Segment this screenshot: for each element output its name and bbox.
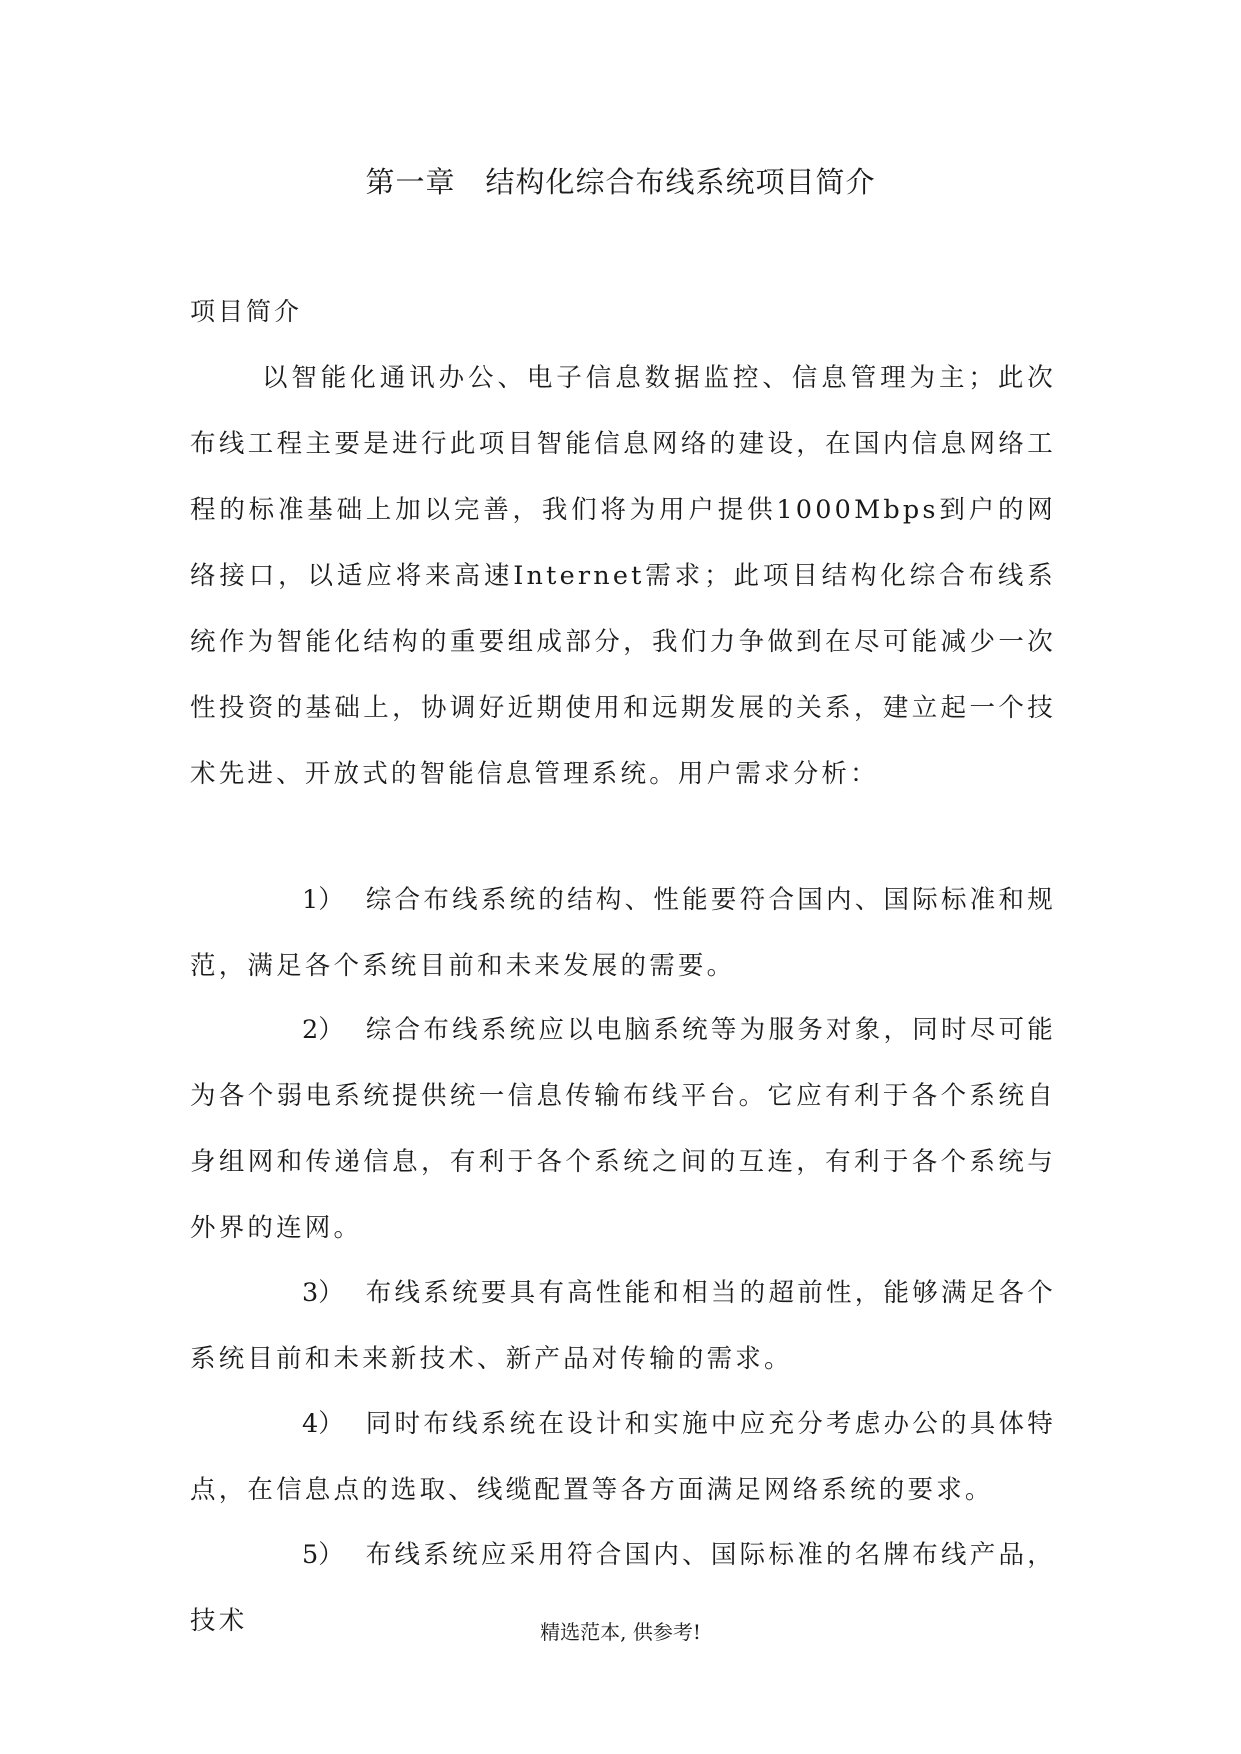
- requirement-number: 2）: [302, 1015, 344, 1045]
- requirement-number: 1）: [302, 885, 344, 915]
- page-footer: 精选范本, 供参考!: [540, 1620, 701, 1644]
- requirement-text: 布线系统应采用符合国内、国际标准的名牌布线产品，技术: [190, 1540, 1056, 1636]
- requirement-item-2: [190, 997, 1056, 1261]
- requirement-text: 同时布线系统在设计和实施中应充分考虑办公的具体特点，在信息点的选取、线缆配置等各方面满足网络系统的要求。: [190, 1409, 1056, 1505]
- requirement-item-3: [190, 1260, 1056, 1392]
- requirement-item-4: [190, 1391, 1056, 1523]
- chapter-title: 第一章 结构化综合布线系统项目简介: [365, 165, 876, 199]
- requirement-text: 布线系统要具有高性能和相当的超前性，能够满足各个系统目前和未来新技术、新产品对传输的需求。: [190, 1278, 1056, 1374]
- requirement-text: 综合布线系统应以电脑系统等为服务对象，同时尽可能为各个弱电系统提供统一信息传输布线平台。它应有利于各个系统自身组网和传递信息，有利于各个系统之间的互连，有利于各个系统与外界的连网。: [190, 1015, 1056, 1243]
- requirement-number: 3）: [302, 1278, 344, 1308]
- requirement-text: 综合布线系统的结构、性能要符合国内、国际标准和规范，满足各个系统目前和未来发展的需要。: [190, 885, 1056, 981]
- requirement-number: 4）: [302, 1409, 344, 1439]
- requirement-number: 5）: [302, 1540, 344, 1570]
- requirement-item-1: [190, 867, 1056, 999]
- section-heading: 项目简介: [190, 297, 303, 326]
- intro-paragraph: 以智能化通讯办公、电子信息数据监控、信息管理为主；此次布线工程主要是进行此项目智能信息网络的建设，在国内信息网络工程的标准基础上加以完善，我们将为用户提供1000Mbps到户的网络接口，以适应将来高速Internet需求；此项目结构化综合布线系统作为智能化结构的重要组成部分，我们力争做到在尽可能减少一次性投资的基础上，协调好近期使用和远期发展的关系，建立起一个技术先进、开放式的智能信息管理系统。用户需求分析：: [190, 363, 1056, 789]
